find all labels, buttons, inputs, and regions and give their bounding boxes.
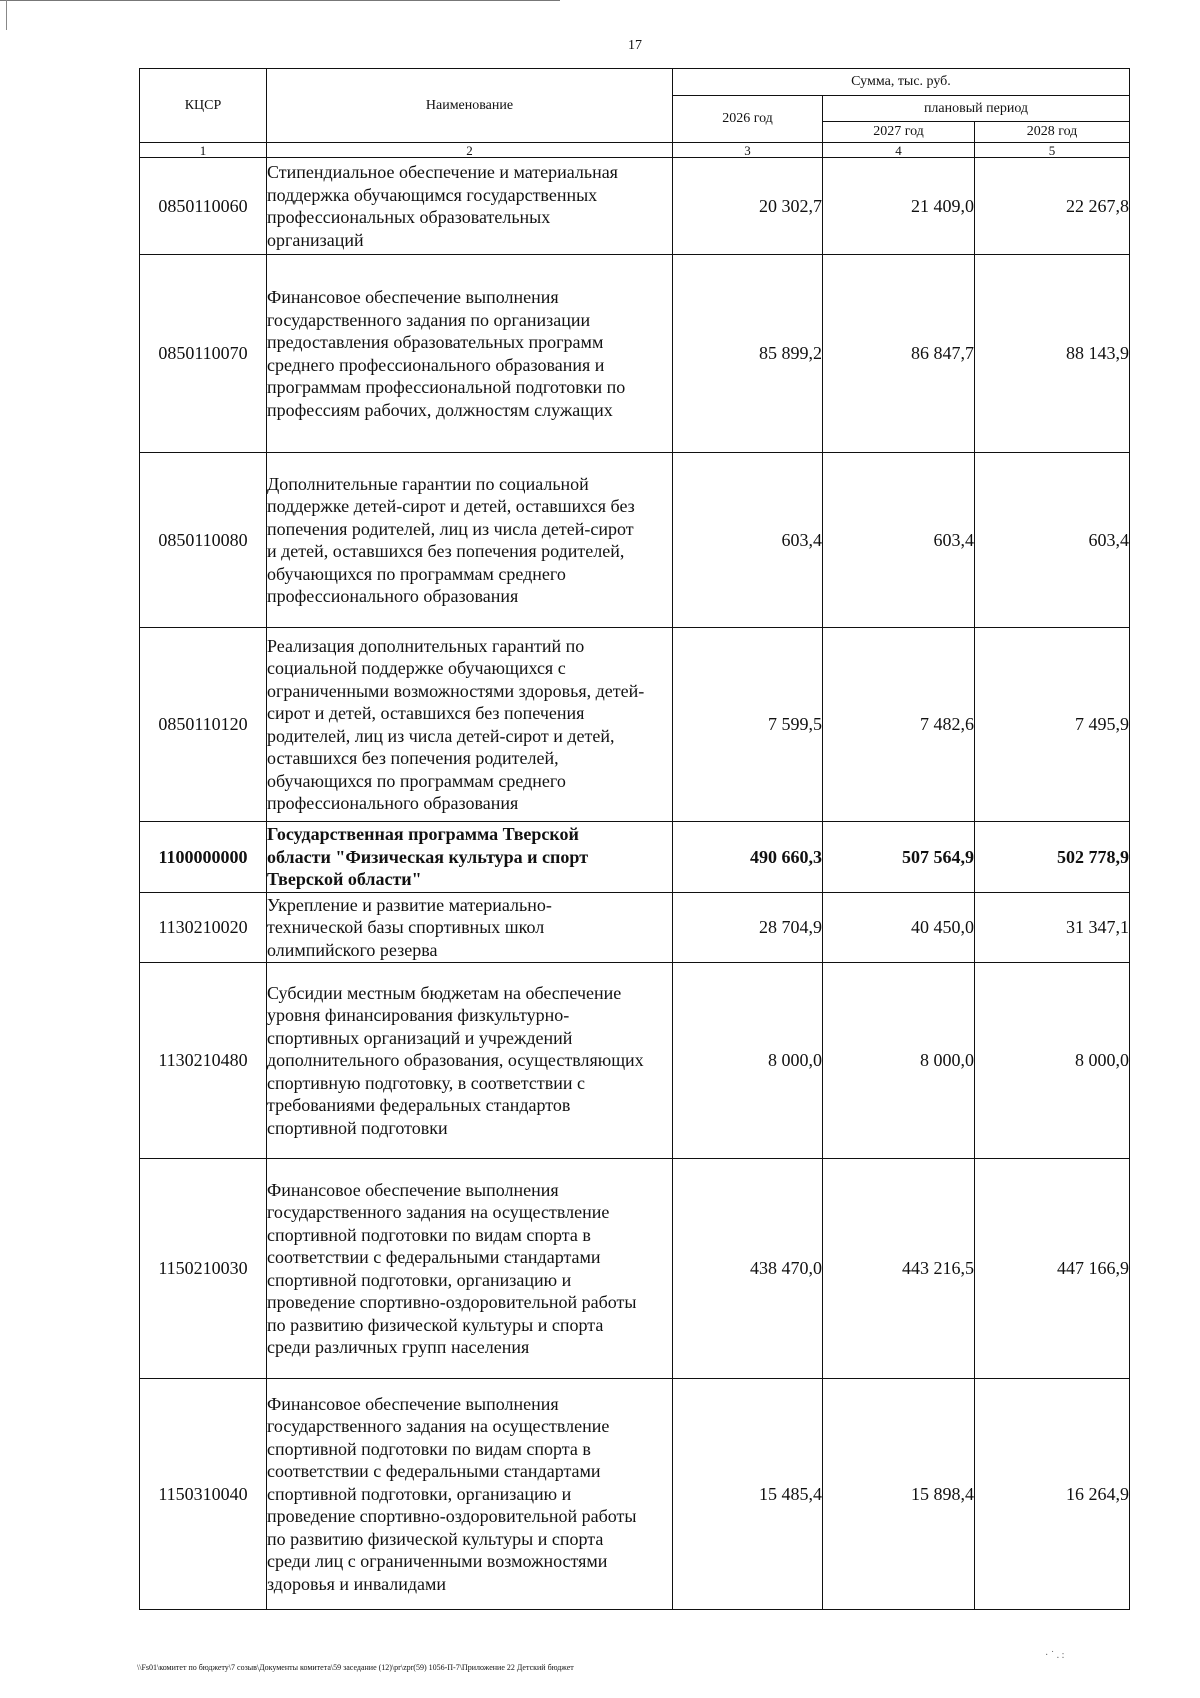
row-name-line: сирот и детей, оставшихся без попечения	[267, 703, 585, 723]
row-name-line: программам профессиональной подготовки по	[267, 377, 626, 397]
row-name-line: Дополнительные гарантии по социальной	[267, 473, 589, 494]
table-row	[140, 158, 1130, 255]
scan-edge-line	[0, 0, 560, 1]
row-name-line: и детей, оставшихся без попечения родителей,	[267, 541, 625, 561]
row-name-line: среди различных групп населения	[267, 1337, 530, 1357]
row-name-line: дополнительного образования, осуществляющих	[267, 1050, 644, 1071]
table-row	[140, 453, 1130, 628]
row-code: 1150210030	[140, 1159, 267, 1379]
row-name-line: обучающихся по программам среднего	[267, 563, 566, 584]
row-name-line: спортивную подготовку, в соответствии с	[267, 1072, 585, 1093]
row-amount-2027: 603,4	[823, 453, 975, 628]
row-name	[267, 158, 673, 255]
row-name-line: обучающихся по программам среднего	[267, 770, 566, 791]
page-number: 17	[628, 38, 642, 53]
row-code: 0850110120	[140, 628, 267, 822]
row-name-line: родителей, лиц из числа детей-сирот и детей,	[267, 725, 615, 746]
header-year-2026: 2026 год	[673, 96, 823, 143]
row-amount-2026: 603,4	[673, 453, 823, 628]
row-amount-2028: 603,4	[975, 453, 1130, 628]
row-code: 0850110080	[140, 453, 267, 628]
row-amount-2026: 490 660,3	[673, 822, 823, 893]
row-name	[267, 1379, 673, 1610]
row-name-line: Субсидии местным бюджетам на обеспечение	[267, 982, 622, 1003]
header-code: КЦСР	[140, 69, 267, 143]
row-name-line: спортивной подготовки, организацию и	[267, 1269, 572, 1290]
column-number: 4	[823, 143, 975, 158]
row-name-line: Реализация дополнительных гарантий по	[267, 635, 585, 656]
row-amount-2027: 7 482,6	[823, 628, 975, 822]
row-amount-2028: 16 264,9	[975, 1379, 1130, 1610]
row-code: 1130210480	[140, 963, 267, 1159]
row-name-line: спортивных организаций и учреждений	[267, 1027, 573, 1048]
header-planned-period: плановый период	[823, 96, 1130, 122]
row-name-line: государственного задания по организации	[267, 309, 591, 330]
column-number: 5	[975, 143, 1130, 158]
table-row	[140, 255, 1130, 453]
row-code: 0850110060	[140, 158, 267, 255]
row-name	[267, 822, 673, 893]
row-amount-2027: 443 216,5	[823, 1159, 975, 1379]
row-name-line: Тверской области"	[267, 869, 422, 890]
row-name-line: по развитию физической культуры и спорта	[267, 1528, 604, 1549]
row-amount-2026: 85 899,2	[673, 255, 823, 453]
row-amount-2026: 20 302,7	[673, 158, 823, 255]
row-name-line: попечения родителей, лиц из числа детей-сирот	[267, 518, 634, 539]
row-amount-2026: 15 485,4	[673, 1379, 823, 1610]
table-body	[140, 158, 1130, 1610]
row-amount-2027: 86 847,7	[823, 255, 975, 453]
row-name-line: профессионального образования	[267, 586, 519, 606]
row-name-line: среди лиц с ограниченными возможностями	[267, 1551, 608, 1572]
row-name-line: по развитию физической культуры и спорта	[267, 1314, 604, 1335]
row-name-line: Государственная программа Тверской	[267, 824, 579, 845]
table-row	[140, 893, 1130, 963]
row-name-line: проведение спортивно-оздоровительной работы	[267, 1292, 637, 1312]
row-name	[267, 893, 673, 963]
table-row	[140, 628, 1130, 822]
row-name-line: требованиями федеральных стандартов	[267, 1095, 571, 1116]
row-name-line: области "Физическая культура и спорт	[267, 846, 589, 867]
row-amount-2026: 28 704,9	[673, 893, 823, 963]
row-code: 1150310040	[140, 1379, 267, 1610]
column-number: 3	[673, 143, 823, 158]
row-name-line: социальной поддержке обучающихся с	[267, 658, 566, 678]
row-amount-2027: 15 898,4	[823, 1379, 975, 1610]
budget-table	[139, 68, 1130, 1610]
row-name-line: спортивной подготовки, организацию и	[267, 1483, 572, 1504]
column-number-row	[140, 143, 1130, 158]
row-amount-2027: 507 564,9	[823, 822, 975, 893]
row-name-line: предоставления образовательных программ	[267, 332, 604, 352]
row-name-line: уровня финансирования физкультурно-	[267, 1005, 570, 1026]
row-amount-2026: 8 000,0	[673, 963, 823, 1159]
row-amount-2026: 438 470,0	[673, 1159, 823, 1379]
row-amount-2027: 21 409,0	[823, 158, 975, 255]
table-row	[140, 963, 1130, 1159]
row-name-line: государственного задания на осуществление	[267, 1202, 610, 1222]
row-name-line: проведение спортивно-оздоровительной работы	[267, 1506, 637, 1527]
row-name	[267, 1159, 673, 1379]
row-name-line: Финансовое обеспечение выполнения	[267, 287, 559, 307]
row-amount-2028: 502 778,9	[975, 822, 1130, 893]
column-number: 2	[267, 143, 673, 158]
row-name-line: соответствии с федеральными стандартами	[267, 1247, 601, 1267]
row-amount-2028: 8 000,0	[975, 963, 1130, 1159]
row-name-line: оставшихся без попечения родителей,	[267, 748, 559, 768]
row-name-line: профессионального образования	[267, 793, 519, 813]
row-name-line: профессиональных образовательных	[267, 207, 551, 227]
table-row	[140, 1159, 1130, 1379]
row-code: 1100000000	[140, 822, 267, 893]
row-name	[267, 963, 673, 1159]
row-name-line: спортивной подготовки	[267, 1117, 448, 1138]
row-name-line: ограниченными возможностями здоровья, детей-	[267, 680, 645, 701]
row-name-line: профессиям рабочих, должностям служащих	[267, 399, 613, 420]
row-name-line: Укрепление и развитие материально-	[267, 894, 552, 915]
row-amount-2028: 7 495,9	[975, 628, 1130, 822]
row-amount-2028: 88 143,9	[975, 255, 1130, 453]
row-name-line: соответствии с федеральными стандартами	[267, 1461, 601, 1482]
file-path-footer: \\Fs01\комитет по бюджету\7 созыв\Документы комитета\59 заседание (12)\pr\zpr(59) 1056-П-7\Приложение 22 Детский бюджет	[137, 1663, 574, 1672]
row-amount-2026: 7 599,5	[673, 628, 823, 822]
header-name: Наименование	[267, 69, 673, 143]
row-name	[267, 255, 673, 453]
row-amount-2028: 22 267,8	[975, 158, 1130, 255]
row-name-line: олимпийского резерва	[267, 939, 438, 960]
row-name	[267, 453, 673, 628]
column-number: 1	[140, 143, 267, 158]
table-row	[140, 1379, 1130, 1610]
row-name-line: спортивной подготовки по видам спорта в	[267, 1224, 591, 1245]
row-name-line: государственного задания на осуществление	[267, 1416, 610, 1437]
row-amount-2027: 8 000,0	[823, 963, 975, 1159]
row-amount-2027: 40 450,0	[823, 893, 975, 963]
header-sum: Сумма, тыс. руб.	[673, 69, 1130, 96]
row-name-line: Финансовое обеспечение выполнения	[267, 1179, 559, 1200]
row-name	[267, 628, 673, 822]
row-amount-2028: 447 166,9	[975, 1159, 1130, 1379]
row-name-line: технической базы спортивных школ	[267, 917, 545, 938]
row-name-line: поддержке детей-сирот и детей, оставшихся без	[267, 496, 635, 516]
row-amount-2028: 31 347,1	[975, 893, 1130, 963]
row-name-line: поддержка обучающимся государственных	[267, 184, 598, 205]
row-name-line: среднего профессионального образования и	[267, 354, 605, 375]
row-name-line: Финансовое обеспечение выполнения	[267, 1393, 559, 1414]
row-code: 0850110070	[140, 255, 267, 453]
table-row	[140, 822, 1130, 893]
row-name-line: спортивной подготовки по видам спорта в	[267, 1438, 591, 1459]
row-name-line: организаций	[267, 229, 364, 250]
header-year-2027: 2027 год	[823, 122, 975, 143]
header-year-2028: 2028 год	[975, 122, 1130, 143]
row-name-line: Стипендиальное обеспечение и материальная	[267, 162, 618, 182]
row-name-line: здоровья и инвалидами	[267, 1573, 447, 1594]
row-code: 1130210020	[140, 893, 267, 963]
scan-specks: · ˙ . :	[1045, 1650, 1065, 1661]
scan-edge-mark	[6, 0, 7, 30]
header-row-1	[140, 69, 1130, 96]
